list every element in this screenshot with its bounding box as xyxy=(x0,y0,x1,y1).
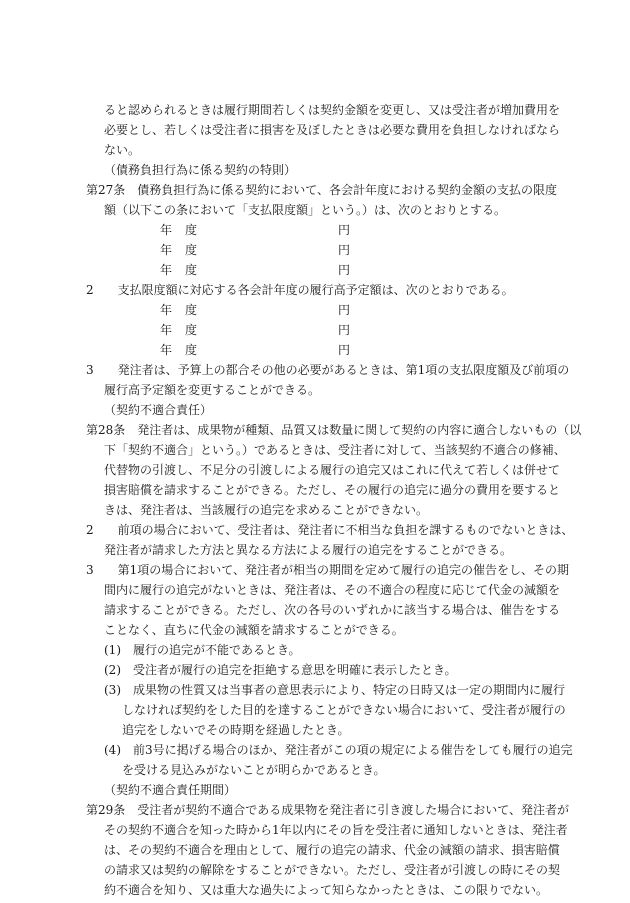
body-line: ない。 xyxy=(104,143,141,157)
body-line: 下「契約不適合」という。）であるときは、受注者に対して、当該契約不適合の修補、 xyxy=(104,443,566,457)
year-label: 年 xyxy=(160,303,173,317)
list-item: (4) 前3号に掲げる場合のほか、発注者がこの項の規定による催告をしても履行の追完 xyxy=(104,743,573,757)
body-line: の請求又は契約の解除をすることができない。ただし、受注者が引渡しの時にその契 xyxy=(104,863,561,877)
paragraph-2: 2 支払限度額に対応する各会計年度の履行高予定額は、次のとおりである。 xyxy=(86,283,514,297)
yen-label: 円 xyxy=(338,243,351,257)
article-caption: （契約不適合責任期間） xyxy=(104,783,237,797)
paragraph-3: 3 発注者は、予算上の都合その他の必要があるときは、第1項の支払限度額及び前項の xyxy=(86,363,570,377)
body-line: 損害賠償を請求することができる。ただし、その履行の追完に過分の費用を要すると xyxy=(104,483,561,497)
body-line: しなければ契約をした目的を達することができない場合において、受注者が履行の xyxy=(122,703,566,717)
yen-label: 円 xyxy=(338,263,351,277)
article-caption: （債務負担行為に係る契約の特則） xyxy=(104,163,297,177)
fiscal-label: 度 xyxy=(185,303,198,317)
body-line: ると認められるときは履行期間若しくは契約金額を変更し、又は受注者が増加費用を xyxy=(104,103,561,117)
list-item: (2) 受注者が履行の追完を拒絶する意思を明確に表示したとき。 xyxy=(104,663,457,677)
article-29-heading: 第29条 受注者が契約不適合である成果物を発注者に引き渡した場合において、発注者が xyxy=(86,803,570,817)
body-line: 必要とし、若しくは受注者に損害を及ぼしたときは必要な費用を負担しなければなら xyxy=(104,123,561,137)
body-line: 約不適合を知り、又は重大な過失によって知らなかったときは、この限りでない。 xyxy=(104,883,549,897)
year-label: 年 xyxy=(160,243,173,257)
fiscal-label: 度 xyxy=(185,263,198,277)
fiscal-label: 度 xyxy=(185,343,198,357)
yen-label: 円 xyxy=(338,303,351,317)
year-label: 年 xyxy=(160,323,173,337)
yen-label: 円 xyxy=(338,343,351,357)
body-line: は、その契約不適合を理由として、履行の追完の請求、代金の減額の請求、損害賠償 xyxy=(104,843,560,857)
year-label: 年 xyxy=(160,263,173,277)
body-line: 履行高予定額を変更することができる。 xyxy=(104,383,321,397)
body-line: ことなく、直ちに代金の減額を請求することができる。 xyxy=(104,623,404,637)
body-line: その契約不適合を知った時から1年以内にその旨を受注者に通知しないときは、発注者 xyxy=(104,823,568,837)
fiscal-label: 度 xyxy=(185,243,198,257)
fiscal-label: 度 xyxy=(185,323,198,337)
body-line: 額（以下この条において「支払限度額」という。）は、次のとおりとする。 xyxy=(104,203,507,217)
year-label: 年 xyxy=(160,343,173,357)
yen-label: 円 xyxy=(338,223,351,237)
list-item: (3) 成果物の性質又は当事者の意思表示により、特定の日時又は一定の期間内に履行 xyxy=(104,683,566,697)
year-label: 年 xyxy=(160,223,173,237)
article-27-heading: 第27条 債務負担行為に係る契約において、各会計年度における契約金額の支払の限度 xyxy=(86,183,558,197)
yen-label: 円 xyxy=(338,323,351,337)
body-line: きは、発注者は、当該履行の追完を求めることができない。 xyxy=(104,503,429,517)
body-line: 発注者が請求した方法と異なる方法による履行の追完をすることができる。 xyxy=(104,543,513,557)
body-line: 追完をしないでその時期を経過したとき。 xyxy=(122,723,350,737)
list-item: (1) 履行の追完が不能であるとき。 xyxy=(104,643,301,657)
article-28-heading: 第28条 発注者は、成果物が種類、品質又は数量に関して契約の内容に適合しないもの（以 xyxy=(86,423,582,437)
body-line: 間内に履行の追完がないときは、発注者は、その不適合の程度に応じて代金の減額を xyxy=(104,583,561,597)
paragraph-2: 2 前項の場合において、受注者は、発注者に不相当な負担を課するものでないときは、 xyxy=(86,523,574,537)
fiscal-label: 度 xyxy=(185,223,198,237)
paragraph-3: 3 第1項の場合において、発注者が相当の期間を定めて履行の追完の催告をし、その期 xyxy=(86,563,570,577)
body-line: を受ける見込みがないことが明らかであるとき。 xyxy=(122,763,386,777)
article-caption: （契約不適合責任） xyxy=(104,403,213,417)
body-line: 請求することができる。ただし、次の各号のいずれかに該当する場合は、催告をする xyxy=(104,603,561,617)
body-line: 代替物の引渡し、不足分の引渡しによる履行の追完又はこれに代えて若しくは併せて xyxy=(104,463,561,477)
